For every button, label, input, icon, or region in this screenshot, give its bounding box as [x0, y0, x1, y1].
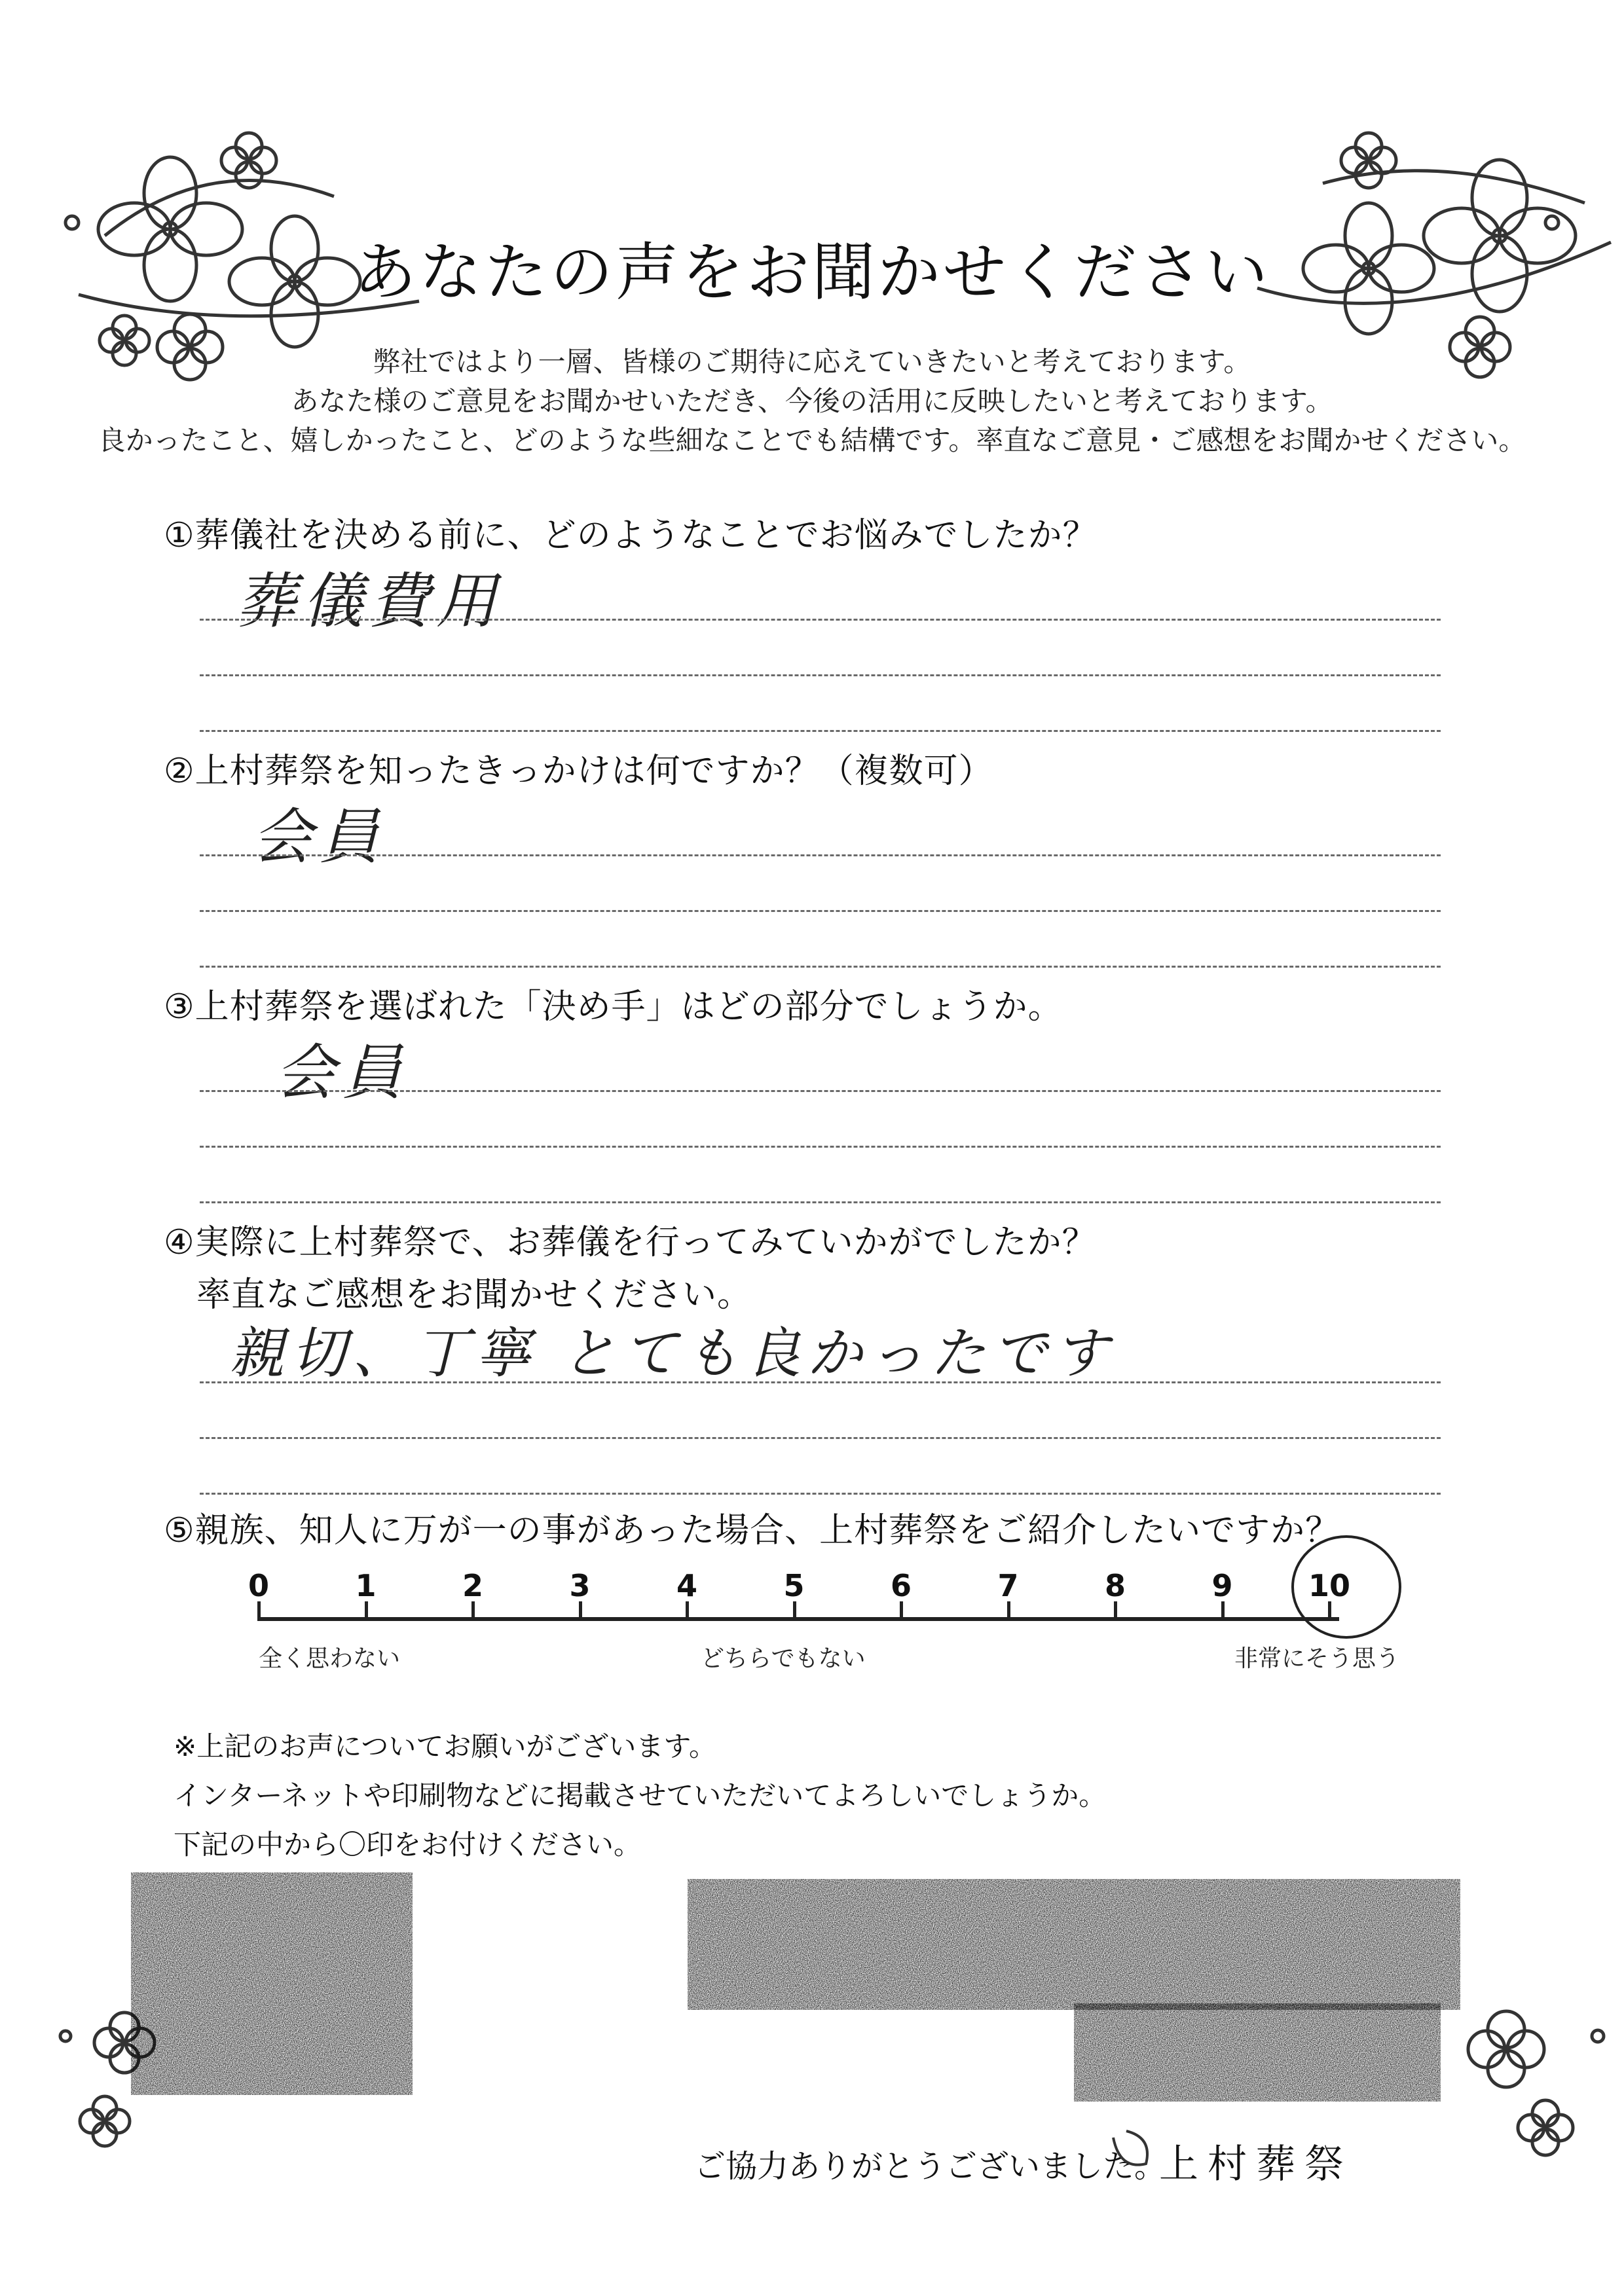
scale-label-2: 2 [462, 1568, 483, 1603]
scale-caption-mid: どちらでもない [701, 1645, 866, 1672]
note-line-2: インターネットや印刷物などに掲載させていただいてよろしいでしょうか。 [174, 1779, 1107, 1812]
scale-tick [1114, 1601, 1117, 1621]
scale-tick [471, 1601, 475, 1621]
answer-line [200, 674, 1441, 676]
answer-line [200, 1381, 1441, 1383]
scale-label-6: 6 [890, 1568, 912, 1603]
scale-label-9: 9 [1211, 1568, 1233, 1603]
scale-label-7: 7 [997, 1568, 1019, 1603]
scale-caption-right: 非常にそう思う [1234, 1645, 1400, 1672]
answer-line [200, 1090, 1441, 1092]
scale-label-5: 5 [783, 1568, 805, 1603]
note-line-3: 下記の中から〇印をお付けください。 [174, 1829, 642, 1861]
answer-1: 葬儀費用 [236, 566, 504, 636]
answer-line [200, 1493, 1441, 1495]
scale-label-10: 10 [1308, 1568, 1350, 1603]
scale-tick [579, 1601, 582, 1621]
note-line-1: ※上記のお声についてお願いがございます。 [174, 1730, 716, 1762]
answer-line [200, 730, 1441, 732]
scale-tick [900, 1601, 903, 1621]
question-4-sub: 率直なご感想をお聞かせください。 [196, 1275, 752, 1315]
intro-line-3: 良かったこと、嬉しかったこと、どのような些細なことでも結構です。率直なご意見・ご感想をお聞かせください。 [98, 424, 1526, 456]
scale-label-0: 0 [248, 1568, 269, 1603]
answer-3: 会員 [275, 1038, 409, 1108]
question-5: ⑤親族、知人に万が一の事があった場合、上村葬祭をご紹介したいですか？ [164, 1511, 1340, 1550]
page-title: あなたの声をお聞かせください [354, 236, 1270, 309]
scale-label-3: 3 [569, 1568, 591, 1603]
scale-caption-left: 全く思わない [259, 1645, 401, 1672]
answer-line [200, 854, 1441, 856]
question-1: ①葬儀社を決める前に、どのようなことでお悩みでしたか？ [164, 516, 1098, 555]
brand-name: 上村葬祭 [1159, 2141, 1353, 2187]
redacted-area-left [131, 1872, 413, 2095]
intro-line-2: あなた様のご意見をお聞かせいただき、今後の活用に反映したいと考えております。 [291, 385, 1333, 417]
redacted-area-middle [688, 1879, 1460, 2010]
answer-line [200, 619, 1441, 621]
answer-line [200, 1146, 1441, 1148]
scale-tick [793, 1601, 796, 1621]
answer-line [200, 1437, 1441, 1439]
answer-2: 会員 [252, 802, 386, 872]
scale-tick [1221, 1601, 1225, 1621]
question-4: ④実際に上村葬祭で、お葬儀を行ってみていかがでしたか？ [164, 1223, 1097, 1262]
question-3: ③上村葬祭を選ばれた「決め手」はどの部分でしょうか。 [164, 987, 1063, 1027]
scale-tick [1007, 1601, 1010, 1621]
scale-label-1: 1 [355, 1568, 377, 1603]
scale-tick [365, 1601, 368, 1621]
footer-thanks: ご協力ありがとうございました。 [694, 2148, 1166, 2185]
redacted-area-right [1074, 2003, 1441, 2102]
scale-label-4: 4 [676, 1568, 697, 1603]
answer-line [200, 910, 1441, 912]
rating-scale-line [259, 1617, 1339, 1621]
scale-label-8: 8 [1104, 1568, 1126, 1603]
scale-tick [686, 1601, 689, 1621]
answer-line [200, 966, 1441, 968]
brand-leaf-icon [1107, 2124, 1159, 2177]
scale-tick [257, 1601, 261, 1621]
selected-rating-circle [1291, 1535, 1401, 1639]
question-2: ②上村葬祭を知ったきっかけは何ですか？（複数可） [164, 752, 993, 791]
answer-line [200, 1201, 1441, 1203]
answer-4: 親切、丁寧 とても良かったです [229, 1321, 1115, 1385]
intro-line-1: 弊社ではより一層、皆様のご期待に応えていきたいと考えております。 [373, 346, 1251, 378]
